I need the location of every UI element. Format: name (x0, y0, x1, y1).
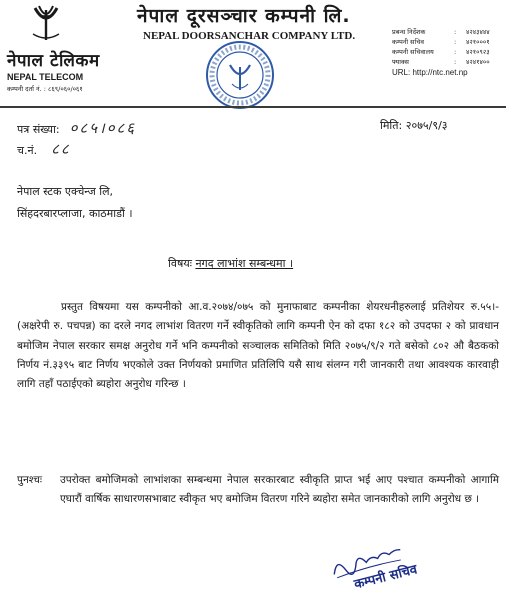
letter-body: प्रस्तुत विषयमा यस कम्पनीको आ.व.२०७४/०७५ को मुनाफाबाट कम्पनीका शेयरधनीहरुलाई प्रतिशेयर रु.५५।- (अक्षरेपी रु. पचपन्न) का दरले नगद लाभांश वितरण गर्ने स्वीकृतिको लागि कम्पनी ऐन को दफा १८२ को उपदफा २ को प्रावधान बमोजिम नेपाल सरकार समक्ष अनुरोध गर्ने भनि कम्पनीको सञ्चालक समितिको मिति २०७५/९/२ गते बसेको ८०२ औ बैठकको निर्णय नं.३३९५ बाट निर्णय भएकोले उक्त निर्णयको प्रमाणित प्रतिलिपि यसै साथ संलग्न गरी जानकारी तथा आवश्यक कारवाही लागि तहाँ पठाईएको ब्यहोरा अनुरोध गरिन्छ । (17, 301, 499, 391)
company-name-nepali: नेपाल दूरसञ्चार कम्पनी लि. (137, 5, 351, 27)
contact-row (392, 27, 490, 37)
contact-value: ४२१०९२३ (466, 48, 490, 56)
subject-label: विषयः (168, 257, 192, 270)
header-divider (0, 106, 506, 108)
date-label: मिति: (380, 119, 403, 132)
contact-separator: : (454, 48, 457, 56)
contact-row (392, 47, 490, 57)
reference-label: पत्र संख्या: (17, 123, 60, 136)
signatory-title: कम्पनी सचिव (352, 562, 419, 593)
postscript-body: उपरोक्त बमोजिमको लाभांशका सम्बन्धमा नेपाल सरकारबाट स्वीकृति प्राप्त भई आए पश्चात कम्पनीको आगामि एघारौं वार्षिक साधारणसभाबाट स्वीकृत भए बमोजिम वितरण गरिने ब्यहोरा समेत जानकारीको लागि अनुरोध छ । (60, 474, 499, 506)
contact-list (392, 27, 490, 78)
company-name-english: NEPAL DOORSANCHAR COMPANY LTD. (143, 30, 356, 42)
recipient-address: सिंहदरबारप्लाजा, काठमाडौं । (17, 207, 133, 220)
subject-line (168, 256, 293, 271)
letter-date (380, 118, 448, 133)
brand-name-nepali: नेपाल टेलिकम (7, 51, 100, 71)
recipient-name: नेपाल स्टक एक्चेन्ज लि, (17, 185, 114, 198)
dispatch-value: ८८ (51, 140, 71, 158)
contact-label: फ्याक्स (392, 58, 409, 66)
dispatch-number (17, 139, 71, 159)
contact-label: कम्पनी सचिवालय (392, 48, 434, 56)
postscript (17, 471, 499, 510)
date-value: २०७५/९/३ (405, 119, 448, 132)
subject-value: नगद लाभांश सम्बन्धमा । (195, 257, 294, 270)
contact-label: कम्पनी सचिव (392, 38, 424, 46)
contact-separator: : (454, 38, 457, 46)
reference-value: ०८५।०८६ (69, 119, 137, 137)
postscript-label: पुनश्चः (17, 474, 43, 486)
company-seal-icon (205, 40, 275, 110)
registration-number: कम्पनी दर्ता नं. : ८६९/०६०/०६१ (7, 85, 83, 93)
website-url: URL: http://ntc.net.np (392, 68, 468, 77)
dispatch-label: च.नं. (17, 144, 38, 157)
contact-separator: : (454, 58, 457, 66)
contact-value: ४२१०००१ (466, 38, 490, 46)
contact-row (392, 57, 490, 67)
contact-row (392, 37, 490, 47)
contact-separator: : (454, 28, 457, 36)
contact-label: प्रबन्ध निर्देशक (392, 28, 426, 36)
nepal-telecom-logo-icon (27, 2, 65, 42)
contact-value: ४२४१४०० (466, 58, 490, 66)
reference-number (17, 118, 136, 138)
contact-value: ४२४३४४४ (466, 28, 490, 36)
brand-name-english: NEPAL TELECOM (7, 72, 84, 82)
